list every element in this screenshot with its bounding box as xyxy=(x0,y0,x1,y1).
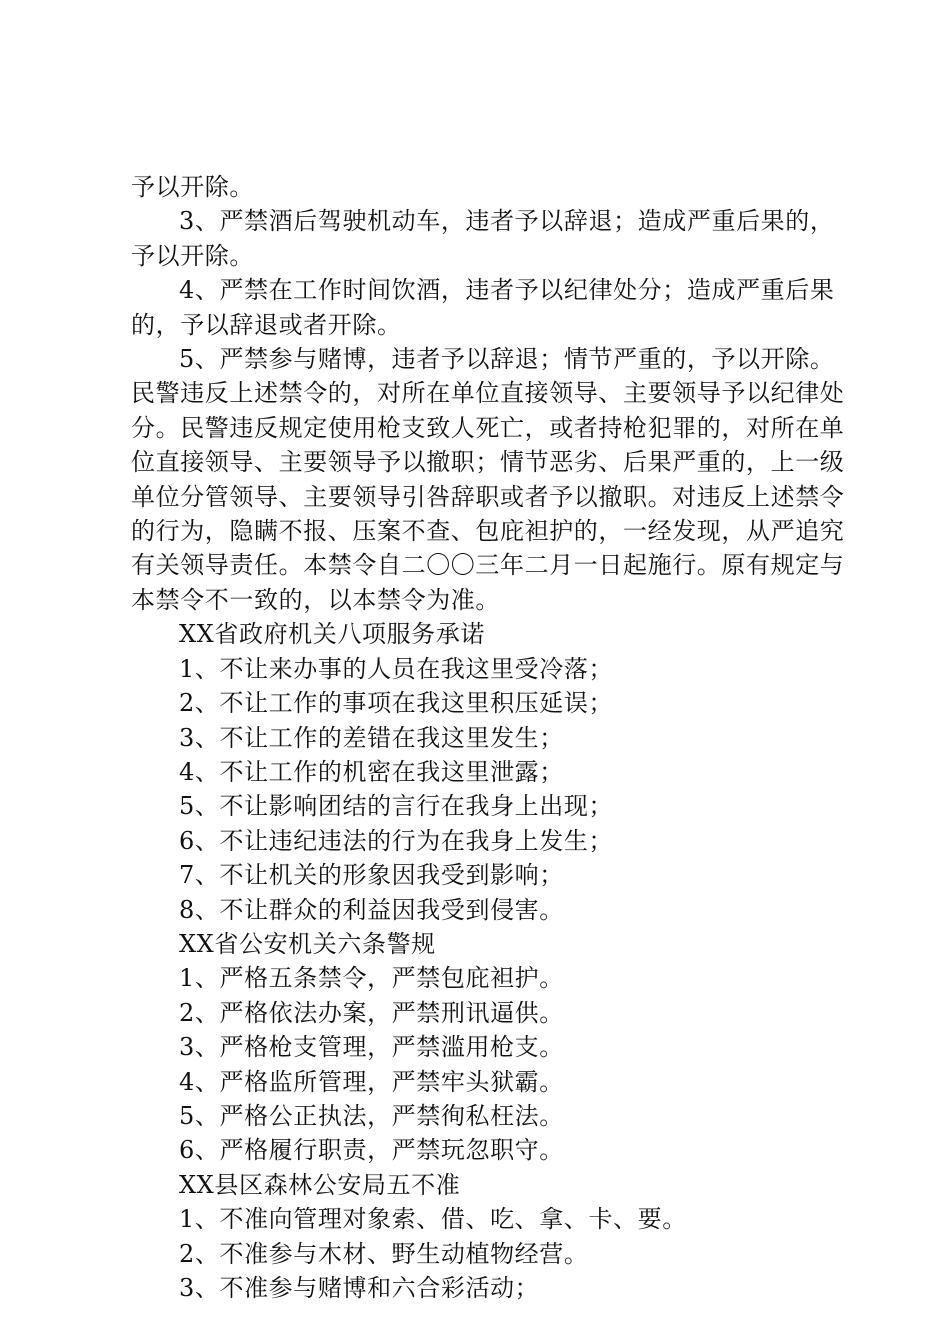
list-item: 7、不让机关的形象因我受到影响； xyxy=(179,861,564,890)
list-item: 1、严格五条禁令，严禁包庇袒护。 xyxy=(179,964,564,993)
section-heading-service-commitments: XX省政府机关八项服务承诺 xyxy=(179,620,485,649)
list-item: 2、不准参与木材、野生动植物经营。 xyxy=(179,1239,589,1268)
paragraph-continuation: 予以开除。 xyxy=(131,173,254,201)
list-item: 6、不让违纪违法的行为在我身上发生； xyxy=(179,826,614,855)
rule-item-5: 5、严禁参与赌博，违者予以辞退；情节严重的，予以开除。民警违反上述禁令的，对所在单位直接领导、主要领导予以纪律处分。民警违反规定使用枪支致人死亡，或者持枪犯罪的，对所在单位直接领导、主要领导予以撤职；情节恶劣、后果严重的，上一级单位分管领导、主要领导引咎辞职或者予以撤职。对违反上述禁令的行为，隐瞒不报、压案不查、包庇袒护的，一经发现，从严追究有关领导责任。本禁令自二〇〇三年二月一日起施行。原有规定与本禁令不一致的，以本禁令为准。 xyxy=(131,345,845,614)
list-item: 2、严格依法办案，严禁刑讯逼供。 xyxy=(179,998,564,1027)
list-item: 5、严格公正执法，严禁徇私枉法。 xyxy=(179,1101,564,1130)
list-item: 3、严格枪支管理，严禁滥用枪支。 xyxy=(179,1033,564,1062)
list-item: 1、不准向管理对象索、借、吃、拿、卡、要。 xyxy=(179,1205,687,1234)
list-item: 4、不让工作的机密在我这里泄露； xyxy=(179,757,564,786)
list-item: 4、严格监所管理，严禁牢头狱霸。 xyxy=(179,1067,564,1096)
list-item: 6、严格履行职责，严禁玩忽职守。 xyxy=(179,1136,564,1165)
section-heading-forest-police: XX县区森林公安局五不准 xyxy=(179,1170,461,1199)
rule-item-4: 4、严禁在工作时间饮酒，违者予以纪律处分；造成严重后果的，予以辞退或者开除。 xyxy=(131,276,835,339)
list-item: 1、不让来办事的人员在我这里受冷落； xyxy=(179,654,614,683)
section-heading-police-rules: XX省公安机关六条警规 xyxy=(179,929,436,958)
list-item: 8、不让群众的利益因我受到侵害。 xyxy=(179,895,564,924)
list-item: 5、不让影响团结的言行在我身上出现； xyxy=(179,792,614,821)
rule-item-3: 3、严禁酒后驾驶机动车，违者予以辞退；造成严重后果的，予以开除。 xyxy=(131,207,835,270)
list-item: 3、不让工作的差错在我这里发生； xyxy=(179,723,564,752)
document-body xyxy=(131,170,851,1305)
list-item: 2、不让工作的事项在我这里积压延误； xyxy=(179,689,614,718)
list-item: 3、不准参与赌博和六合彩活动； xyxy=(179,1274,540,1302)
